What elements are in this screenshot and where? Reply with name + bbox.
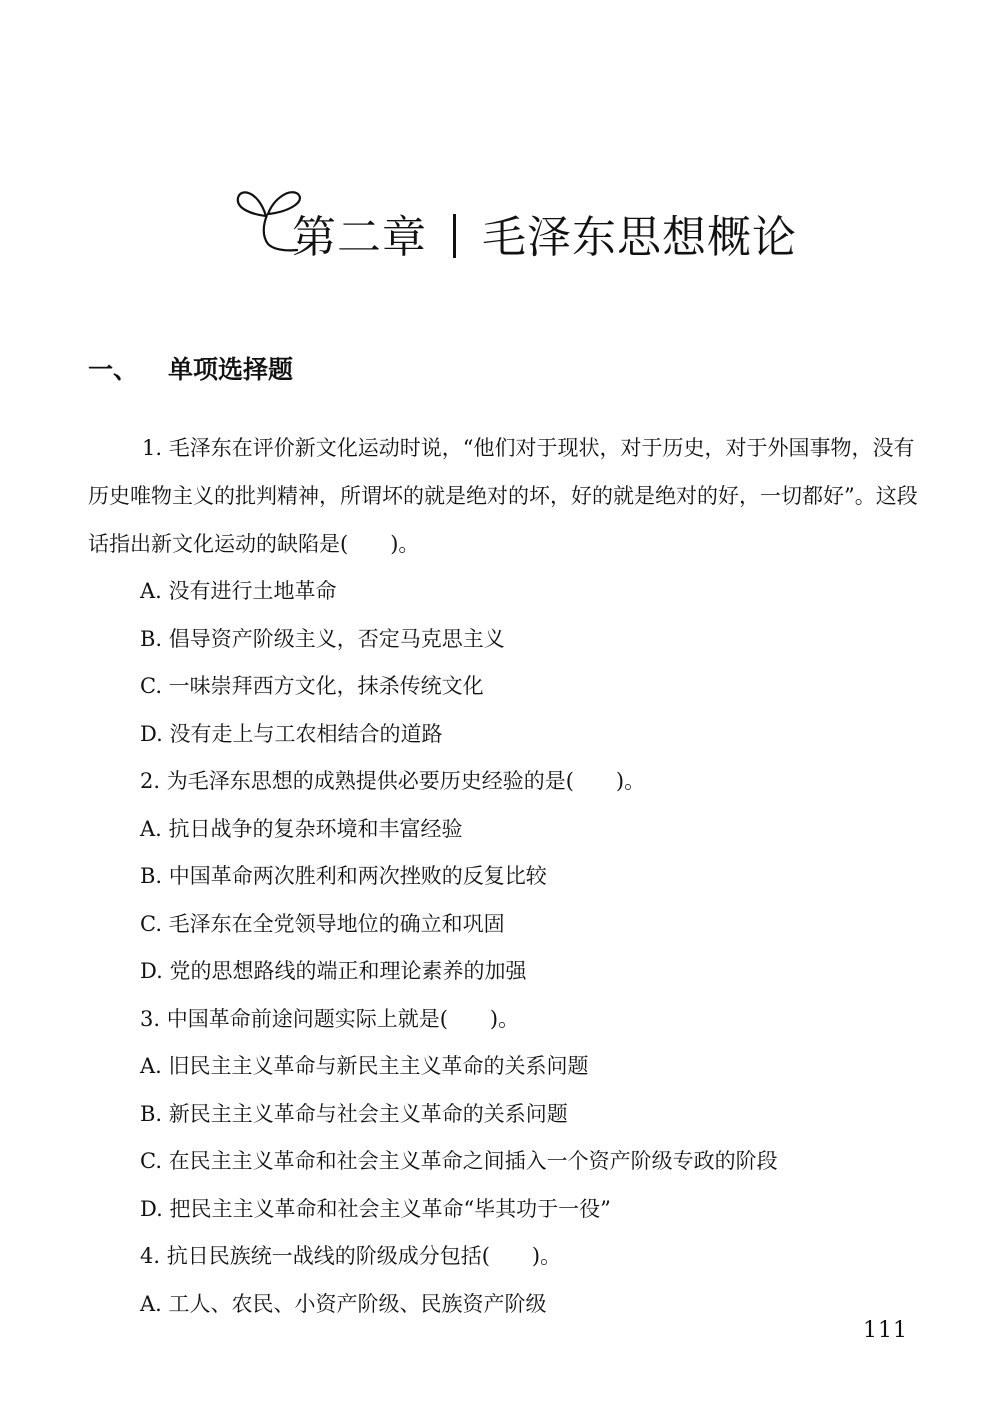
chapter-label: 第二章 <box>292 212 427 263</box>
section-number: 一、 <box>88 355 139 384</box>
title-divider <box>453 214 456 258</box>
chapter-name: 毛泽东思想概论 <box>482 212 797 263</box>
page-number: 111 <box>863 1318 908 1343</box>
question-1-stem: 1. 毛泽东在评价新文化运动时说，“他们对于现状，对于历史，对于外国事物，没有历史唯物主义的批判精神，所谓坏的就是绝对的坏，好的就是绝对的好，一切都好”。这段话指出新文化运动的缺陷是( )。 <box>88 436 918 556</box>
question-1-option-c: C. 一味崇拜西方文化，抹杀传统文化 <box>140 674 484 698</box>
section-heading <box>88 350 293 386</box>
question-3-option-b: B. 新民主主义革命与社会主义革命的关系问题 <box>140 1101 568 1126</box>
question-3-stem: 3. 中国革命前途问题实际上就是( )。 <box>140 1006 520 1031</box>
question-2-stem: 2. 为毛泽东思想的成熟提供必要历史经验的是( )。 <box>140 769 646 793</box>
question-3-option-c: C. 在民主主义革命和社会主义革命之间插入一个资产阶级专政的阶段 <box>140 1149 778 1173</box>
question-2-option-a: A. 抗日战争的复杂环境和丰富经验 <box>140 816 463 841</box>
question-1-option-b: B. 倡导资产阶级主义，否定马克思主义 <box>140 626 505 651</box>
chapter-header <box>228 180 848 290</box>
question-3-option-a: A. 旧民主主义革命与新民主主义革命的关系问题 <box>140 1054 589 1078</box>
question-1-option-a: A. 没有进行土地革命 <box>140 579 337 603</box>
question-3-option-d: D. 把民主主义革命和社会主义革命“毕其功于一役” <box>140 1196 611 1221</box>
question-2-option-c: C. 毛泽东在全党领导地位的确立和巩固 <box>140 911 505 936</box>
question-4-stem: 4. 抗日民族统一战线的阶级成分包括( )。 <box>140 1244 562 1268</box>
question-1-option-d: D. 没有走上与工农相结合的道路 <box>140 721 443 746</box>
question-list <box>88 424 928 1328</box>
chapter-title <box>292 208 797 268</box>
question-2-option-b: B. 中国革命两次胜利和两次挫败的反复比较 <box>140 864 547 888</box>
question-4-option-a: A. 工人、农民、小资产阶级、民族资产阶级 <box>140 1291 547 1316</box>
question-2-option-d: D. 党的思想路线的端正和理论素养的加强 <box>140 959 527 983</box>
section-title: 单项选择题 <box>168 355 294 384</box>
